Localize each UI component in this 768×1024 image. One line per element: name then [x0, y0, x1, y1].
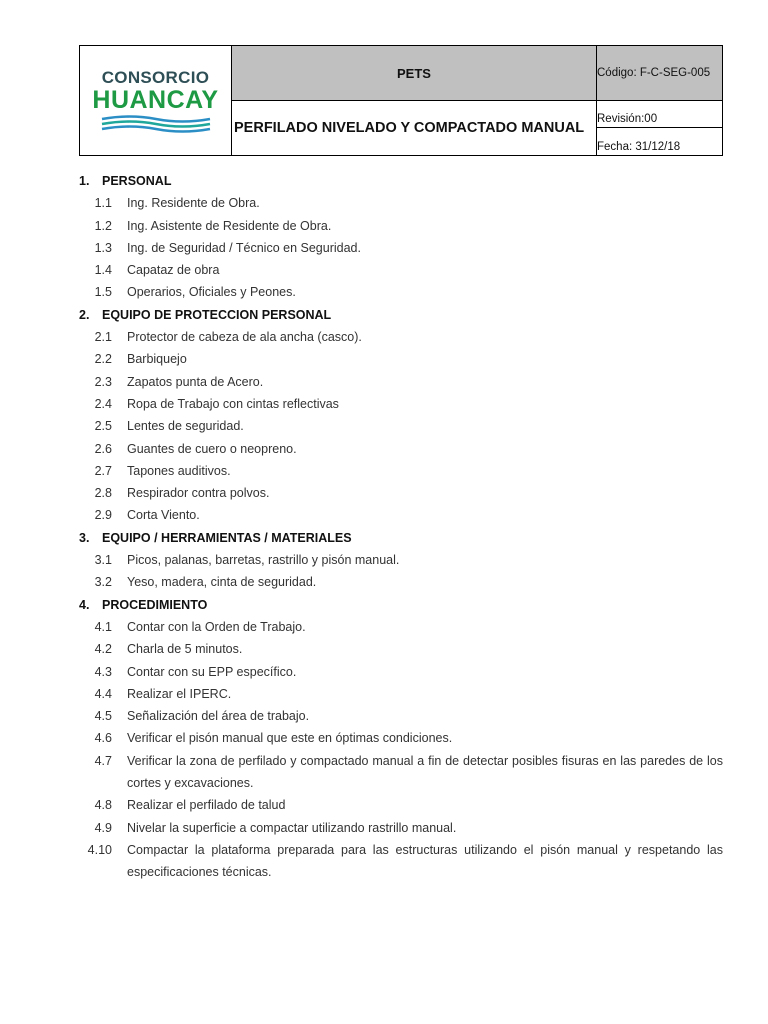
item-number: 4.4 — [94, 686, 112, 701]
item-text: Corta Viento. — [127, 508, 200, 523]
item-text: Ropa de Trabajo con cintas reflectivas — [127, 396, 339, 411]
section-title: PERSONAL — [102, 174, 172, 188]
list-item — [79, 371, 723, 393]
item-text: Barbiquejo — [127, 352, 187, 367]
list-item — [79, 215, 723, 237]
list-item — [79, 259, 723, 281]
item-number: 2.9 — [94, 508, 112, 523]
item-number: 4.7 — [94, 753, 112, 768]
list-item — [79, 393, 723, 415]
item-text: Contar con su EPP específico. — [127, 664, 297, 679]
document-header — [79, 45, 723, 156]
item-number: 1.4 — [94, 263, 112, 278]
item-number: 2.3 — [94, 374, 112, 389]
list-item — [79, 638, 723, 660]
item-text: Yeso, madera, cinta de seguridad. — [127, 575, 317, 590]
item-text: Verificar el pisón manual que este en óptimas condiciones. — [127, 731, 453, 746]
item-number: 4.8 — [94, 798, 112, 813]
item-text: Protector de cabeza de ala ancha (casco). — [127, 330, 362, 345]
logo-text-consorcio: CONSORCIO — [101, 67, 210, 87]
section-heading — [79, 527, 723, 549]
item-number: 4.10 — [87, 842, 112, 857]
logo-cell — [80, 46, 232, 156]
item-number: 4.2 — [94, 642, 112, 657]
list-item — [79, 438, 723, 460]
item-number: 1.3 — [94, 240, 112, 255]
item-number: 3.1 — [94, 553, 112, 568]
list-item — [79, 817, 723, 839]
list-item — [79, 839, 723, 884]
list-item — [79, 705, 723, 727]
list-item — [79, 549, 723, 571]
date-cell: Fecha: 31/12/18 — [597, 128, 723, 156]
item-text: Capataz de obra — [127, 263, 220, 278]
item-number: 4.9 — [94, 820, 112, 835]
code-cell: Código: F-C-SEG-005 — [597, 46, 723, 101]
list-item — [79, 348, 723, 370]
section-title: PROCEDIMIENTO — [102, 597, 208, 612]
item-number: 2.6 — [94, 441, 112, 456]
item-text: Operarios, Oficiales y Peones. — [127, 285, 296, 300]
list-item — [79, 571, 723, 593]
list-item — [79, 460, 723, 482]
item-text: Señalización del área de trabajo. — [127, 709, 310, 724]
item-number: 4.5 — [94, 709, 112, 724]
logo-waves-icon — [100, 115, 212, 133]
item-text: Contar con la Orden de Trabajo. — [127, 619, 306, 634]
item-text: Charla de 5 minutos. — [127, 642, 243, 657]
item-number: 1.2 — [94, 218, 112, 233]
section-title: EQUIPO DE PROTECCION PERSONAL — [102, 307, 332, 322]
item-number: 2.5 — [94, 419, 112, 434]
section-heading — [79, 594, 723, 616]
item-text: Ing. Residente de Obra. — [127, 196, 260, 211]
list-item — [79, 661, 723, 683]
list-item — [79, 683, 723, 705]
item-text: Realizar el IPERC. — [127, 686, 232, 701]
item-text: Picos, palanas, barretas, rastrillo y pisón manual. — [127, 553, 400, 568]
doc-title: PERFILADO NIVELADO Y COMPACTADO MANUAL — [232, 101, 597, 156]
list-item — [79, 727, 723, 749]
section-heading — [79, 170, 723, 192]
revision-cell: Revisión:00 — [597, 101, 723, 128]
item-number: 2.2 — [94, 352, 112, 367]
section-title: EQUIPO / HERRAMIENTAS / MATERIALES — [102, 530, 352, 545]
list-item — [79, 482, 723, 504]
doc-type-cell: PETS — [232, 46, 597, 101]
logo-text-huancay: HUANCAY — [92, 85, 219, 114]
item-text: Verificar la zona de perfilado y compactado manual a fin de detectar posibles fisuras en las paredes de los cortes y excavaciones. — [127, 753, 723, 791]
item-text: Lentes de seguridad. — [127, 419, 244, 434]
item-number: 2.4 — [94, 396, 112, 411]
list-item — [79, 326, 723, 348]
item-number: 4.6 — [94, 731, 112, 746]
company-logo — [80, 46, 231, 155]
item-text: Nivelar la superficie a compactar utilizando rastrillo manual. — [127, 820, 457, 835]
section-number: 3. — [79, 530, 90, 545]
item-text: Ing. Asistente de Residente de Obra. — [127, 218, 332, 233]
list-item — [79, 237, 723, 259]
item-number: 1.1 — [94, 196, 112, 211]
section-number: 1. — [79, 174, 90, 188]
item-text: Ing. de Seguridad / Técnico en Seguridad. — [127, 240, 361, 255]
item-text: Compactar la plataforma preparada para las estructuras utilizando el pisón manual y respetando las especificaciones técnicas. — [127, 842, 723, 880]
item-number: 4.3 — [94, 664, 112, 679]
list-item — [79, 616, 723, 638]
section-heading — [79, 304, 723, 326]
list-item — [79, 504, 723, 526]
item-number: 4.1 — [94, 619, 112, 634]
item-number: 2.1 — [94, 330, 112, 345]
item-text: Respirador contra polvos. — [127, 486, 270, 501]
list-item — [79, 794, 723, 816]
list-item — [79, 415, 723, 437]
item-number: 2.8 — [94, 486, 112, 501]
item-number: 1.5 — [94, 285, 112, 300]
list-item — [79, 750, 723, 795]
list-item — [79, 281, 723, 303]
item-number: 2.7 — [94, 463, 112, 478]
item-text: Tapones auditivos. — [127, 463, 231, 478]
item-text: Zapatos punta de Acero. — [127, 374, 264, 389]
item-text: Guantes de cuero o neopreno. — [127, 441, 297, 456]
document-body — [79, 170, 723, 884]
list-item — [79, 192, 723, 214]
section-number: 4. — [79, 597, 90, 612]
item-number: 3.2 — [94, 575, 112, 590]
section-number: 2. — [79, 307, 90, 322]
item-text: Realizar el perfilado de talud — [127, 798, 286, 813]
